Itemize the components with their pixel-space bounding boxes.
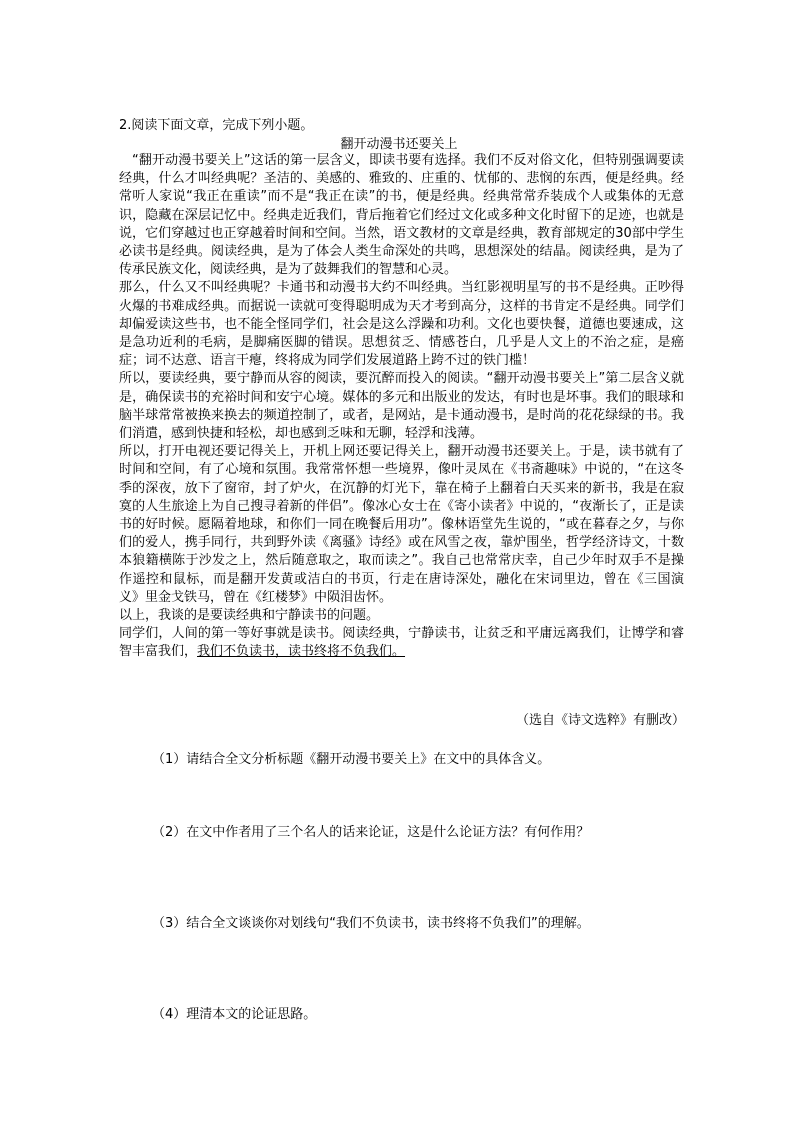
paragraph-2: 那么，什么又不叫经典呢？卡通书和动漫书大约不叫经典。当红影视明星写的书不是经典。正吵得火爆的书难成经典。而据说一读就可变得聪明成为天才考到高分，这样的书肯定不是经典。同学们却偏爱读这些书，也不能全怪同学们，社会是这么浮躁和功利。文化也要快餐，道德也要速成，这是急功近利的毛病，是脚痛医脚的错误。思想贫乏、情感苍白，几乎是人文上的不治之症，是癌症；词不达意、语言干瘪，终将成为同学们发展道路上跨不过的铁门槛！ (119, 280, 684, 369)
question-1: （1）请结合全文分析标题《翻开动漫书要关上》在文中的具体含义。 (152, 752, 551, 767)
paragraph-6-text: 同学们，人间的第一等好事就是读书。阅读经典，宁静读书，让贫乏和平庸远离我们，让博学和睿智丰富我们， (119, 626, 684, 660)
question-4: （4）理清本文的论证思路。 (152, 1007, 317, 1022)
article-body (119, 152, 684, 662)
paragraph-3: 所以，要读经典，要宁静而从容的阅读，要沉醉而投入的阅读。“翻开动漫书要关上”第二层含义就是，确保读书的充裕时间和安宁心境。媒体的多元和出版业的发达，有时也是坏事。我们的眼球和脑半球常常被换来换去的频道控制了，或者，是网站，是卡通动漫书，是时尚的花花绿绿的书。我们消遣，感到快捷和轻松，却也感到乏味和无聊，轻浮和浅薄。 (119, 371, 684, 442)
paragraph-1: “翻开动漫书要关上”这话的第一层含义，即读书要有选择。我们不反对俗文化，但特别强调要读经典，什么才叫经典呢？圣洁的、美感的、雅致的、庄重的、忧郁的、悲悯的东西，便是经典。经常听人家说“我正在重读”而不是“我正在读”的书，便是经典。经典常常乔装成个人或集体的无意识，隐藏在深层记忆中。经典走近我们，背后拖着它们经过文化或多种文化时留下的足迹，也就是说，它们穿越过也正穿越着时间和空间。当然，语文教材的文章是经典，教育部规定的30部中学生必读书是经典。阅读经典，是为了体会人类生命深处的共鸣，思想深处的结晶。阅读经典，是为了传承民族文化，阅读经典，是为了鼓舞我们的智慧和心灵。 (119, 153, 684, 278)
article-title: 翻开动漫书还要关上 (340, 137, 458, 152)
paragraph-6 (119, 625, 684, 661)
question-2: （2）在文中作者用了三个名人的话来论证，这是什么论证方法？有何作用？ (152, 825, 590, 840)
section-intro: 2.阅读下面文章，完成下列小题。 (119, 118, 314, 133)
underlined-sentence: 我们不负读书，读书终将不负我们。 (197, 644, 406, 660)
article-source: （选自《诗文选粹》有删改） (515, 713, 685, 728)
paragraph-4: 所以，打开电视还要记得关上，开机上网还要记得关上，翻开动漫书还要关上。于是，读书就有了时间和空间，有了心境和氛围。我常常怀想一些境界，像叶灵凤在《书斋趣味》中说的，“在这冬季的深夜，放下了窗帘，封了炉火，在沉静的灯光下，靠在椅子上翻着白天买来的新书，我是在寂寞的人生旅途上为自己搜寻着新的伴侣”。像冰心女士在《寄小读者》中说的，“夜渐长了，正是读书的好时候。愿隔着地球，和你们一同在晚餐后用功”。像林语堂先生说的，“或在暮春之夕，与你们的爱人，携手同行，共到野外读《离骚》诗经》或在风雪之夜，靠炉围坐，哲学经济诗文，十数本狼籍横陈于沙发之上，然后随意取之，取而读之”。我自己也常常庆幸，自己少年时双手不是操作遥控和鼠标，而是翻开发黄或洁白的书页，行走在唐诗深处，融化在宋词里边，曾在《三国演义》里金戈铁马，曾在《红楼梦》中陨泪齿怀。 (119, 444, 684, 605)
question-3: （3）结合全文谈谈你对划线句“我们不负读书，读书终将不负我们”的理解。 (152, 916, 590, 931)
paragraph-5: 以上，我谈的是要读经典和宁静读书的问题。 (119, 608, 380, 624)
